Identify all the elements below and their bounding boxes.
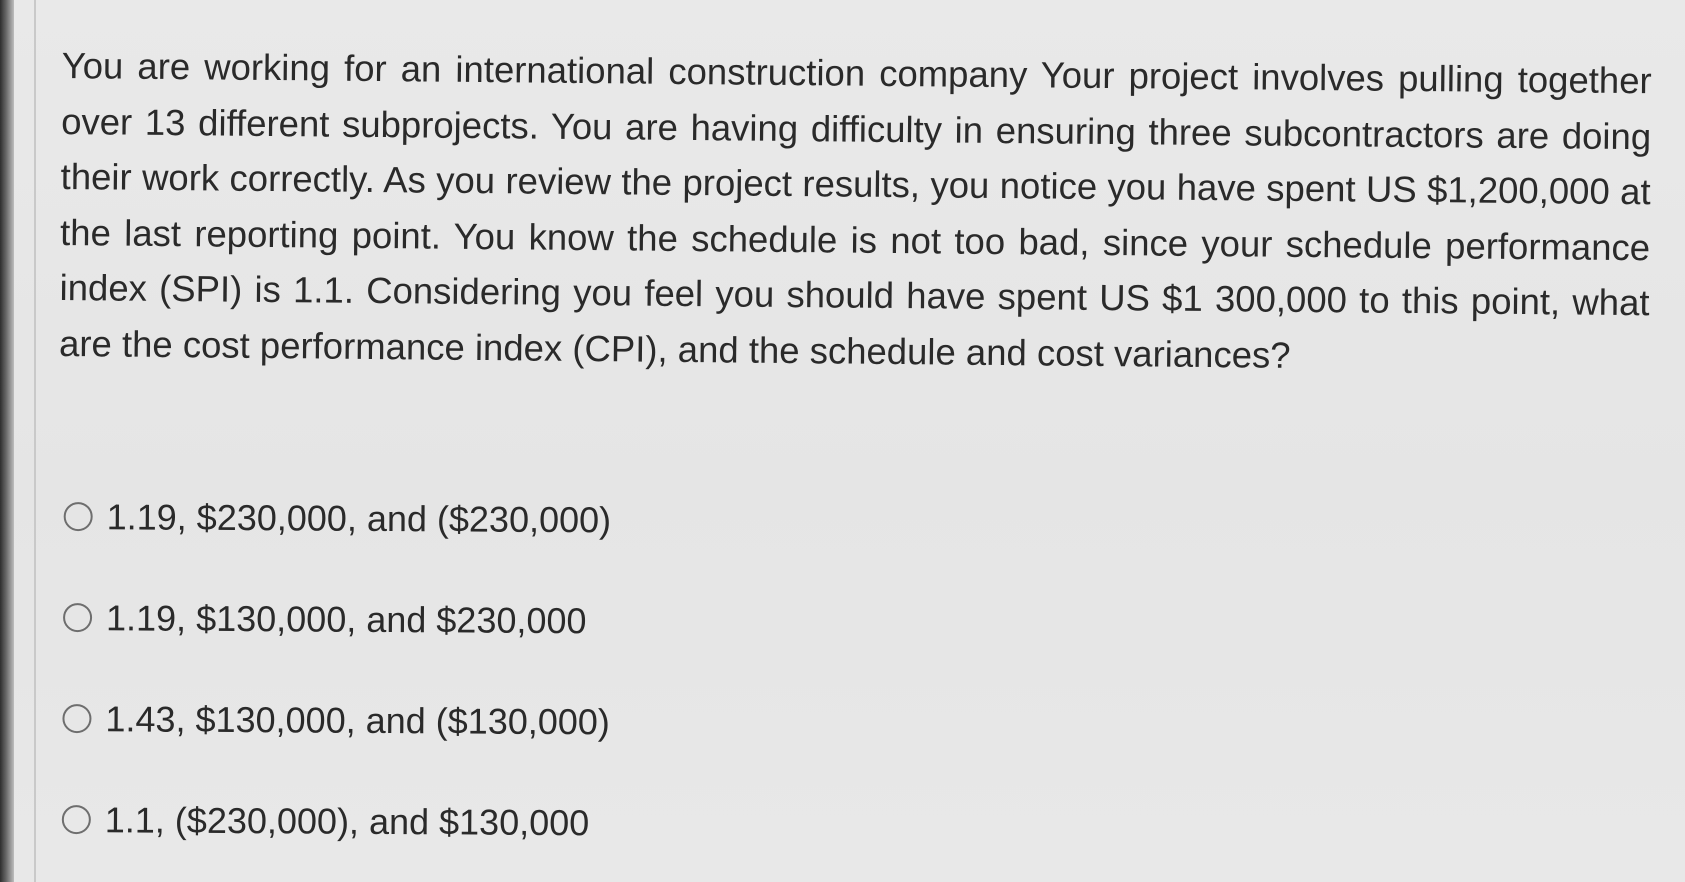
answer-option-label: 1.19, $130,000, and $230,000 (105, 596, 587, 641)
radio-button-icon[interactable] (63, 603, 92, 632)
answer-option-1[interactable] (63, 466, 964, 572)
answer-option-2[interactable] (63, 567, 964, 673)
answer-option-4[interactable] (62, 769, 963, 875)
answer-option-label: 1.1, ($230,000), and $130,000 (104, 798, 590, 843)
answer-option-label: 1.43, $130,000, and ($130,000) (105, 697, 610, 742)
question-card (40, 0, 1685, 882)
screen-bezel (0, 0, 14, 882)
question-text: You are working for an international construction company Your project involves pulling together over 13 different subprojects. You are having difficulty in ensuring three subcontractors are doing their work correctly. As you review the project results, you notice you have spent US $1,200,000 at the last reporting point. You know the schedule is not too bad, since your schedule performance index (SPI) is 1.1. Considering you feel you should have spent US $1 300,000 to this point, what are the cost performance index (CPI), and the schedule and cost variances? (58, 44, 1652, 376)
divider (34, 0, 36, 882)
answer-option-label: 1.19, $230,000, and ($230,000) (106, 495, 612, 540)
answer-options (62, 466, 964, 875)
radio-button-icon[interactable] (64, 502, 93, 531)
radio-button-icon[interactable] (62, 805, 91, 834)
radio-button-icon[interactable] (62, 704, 91, 733)
answer-option-3[interactable] (62, 668, 963, 774)
